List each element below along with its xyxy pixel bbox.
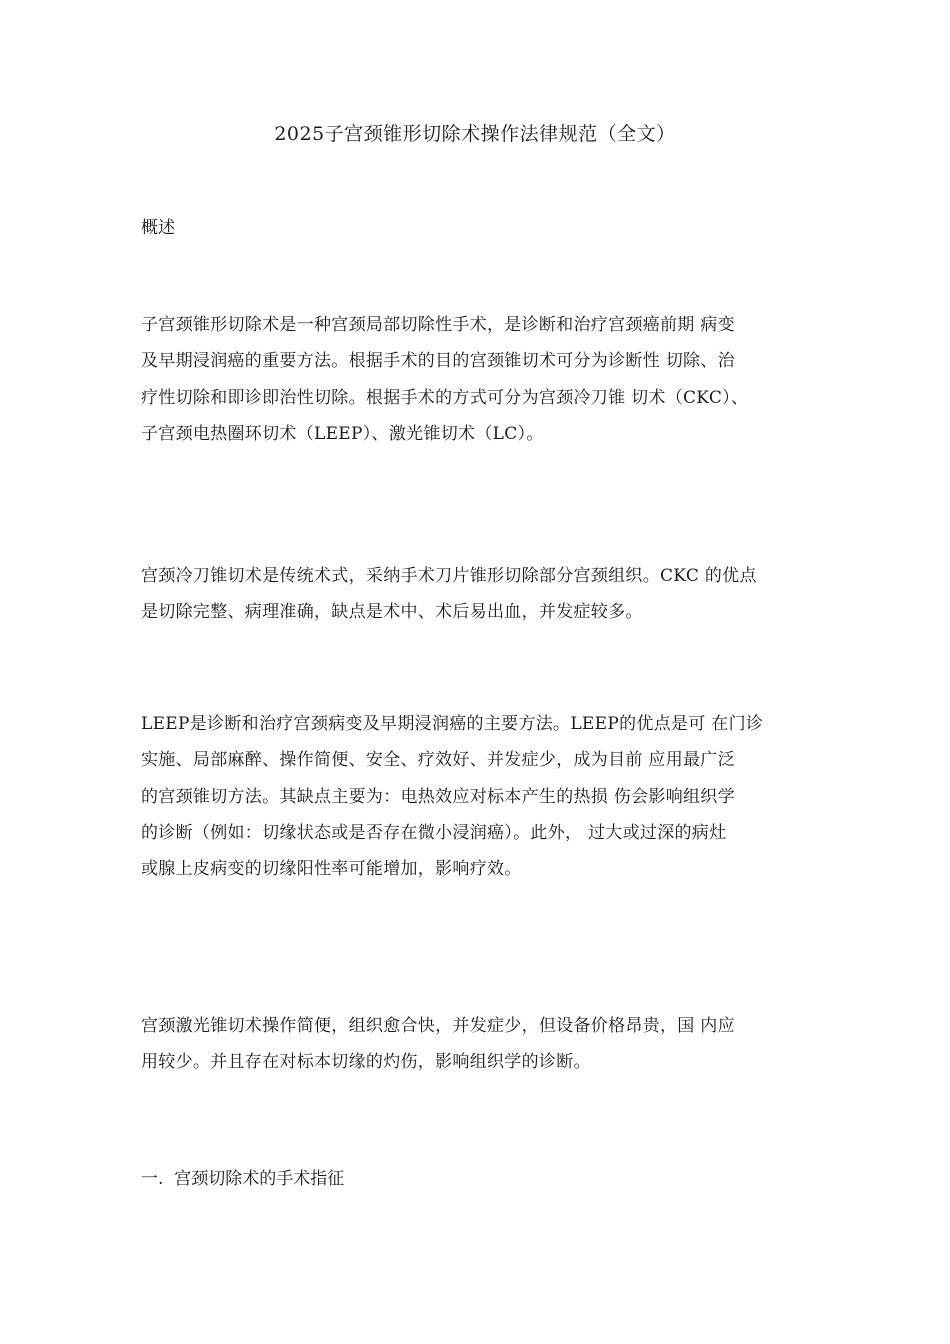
paragraph-line: 或腺上皮病变的切缘阳性率可能增加，影响疗效。 (141, 859, 522, 880)
paragraph-line: 疗性切除和即诊即治性切除。根据手术的方式可分为宫颈冷刀锥 切术（CKC）、 (141, 387, 749, 408)
paragraph-line: 宫颈激光锥切术操作简便，组织愈合快，并发症少，但设备价格昂贵，国 内应 (141, 1016, 735, 1036)
paragraph-line: 是切除完整、病理准确，缺点是术中、术后易出血，并发症较多。 (141, 602, 643, 623)
paragraph-line: 实施、局部麻醉、操作简便、安全、疗效好、并发症少，成为目前 应用最广泛 (141, 750, 735, 771)
paragraph-ckc (141, 558, 813, 631)
paragraph-laser (141, 1008, 813, 1081)
paragraph-line: 宫颈冷刀锥切术是传统术式，采纳手术刀片锥形切除部分宫颈组织。CKC 的优点 (141, 566, 757, 586)
paragraph-leep (141, 706, 813, 887)
paragraph-line: 子宫颈锥形切除术是一种宫颈局部切除性手术，是诊断和治疗宫颈癌前期 病变 (141, 315, 735, 335)
overview-heading: 概述 (141, 218, 175, 238)
document-title: 2025子宫颈锥形切除术操作法律规范（全文） (274, 123, 676, 145)
paragraph-line: 子宫颈电热圈环切术（LEEP）、激光锥切术（LC）。 (141, 423, 544, 444)
paragraph-line: 用较少。并且存在对标本切缘的灼伤，影响组织学的诊断。 (141, 1052, 591, 1073)
paragraph-line: 的宫颈锥切方法。其缺点主要为：电热效应对标本产生的热损 伤会影响组织学 (141, 786, 735, 807)
section-heading-indications: 一. 宫颈切除术的手术指征 (141, 1169, 345, 1189)
paragraph-line: 及早期浸润癌的重要方法。根据手术的目的宫颈锥切术可分为诊断性 切除、治 (141, 351, 735, 372)
paragraph-line: LEEP是诊断和治疗宫颈病变及早期浸润癌的主要方法。LEEP的优点是可 在门诊 (141, 714, 764, 734)
paragraph-intro (141, 307, 813, 452)
paragraph-line: 的诊断（例如：切缘状态或是否存在微小浸润癌）。此外， 过大或过深的病灶 (141, 822, 727, 843)
